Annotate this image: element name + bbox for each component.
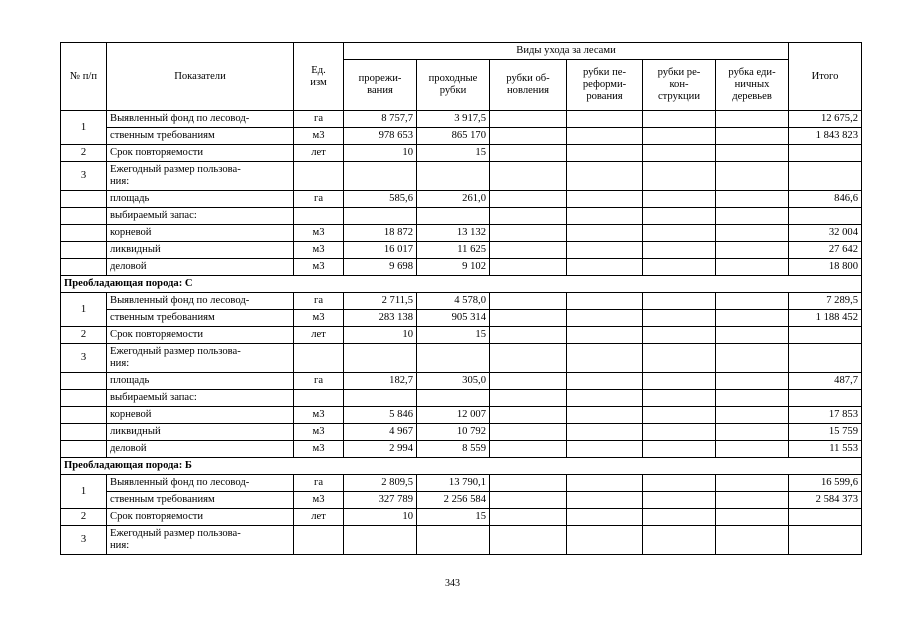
table-row bbox=[61, 327, 862, 344]
table-row bbox=[61, 225, 862, 242]
value-cell bbox=[716, 225, 789, 242]
row-number bbox=[61, 373, 107, 390]
row-unit: га bbox=[294, 191, 344, 208]
value-cell bbox=[490, 344, 567, 373]
row-unit: м3 bbox=[294, 492, 344, 509]
value-cell bbox=[716, 145, 789, 162]
row-number: 2 bbox=[61, 509, 107, 526]
row-number: 3 bbox=[61, 162, 107, 191]
value-cell: 2 256 584 bbox=[417, 492, 490, 509]
value-cell: 5 846 bbox=[344, 407, 417, 424]
row-unit: лет bbox=[294, 327, 344, 344]
value-cell: 11 625 bbox=[417, 242, 490, 259]
value-cell bbox=[716, 327, 789, 344]
value-cell bbox=[567, 441, 643, 458]
value-cell bbox=[716, 128, 789, 145]
row-number bbox=[61, 208, 107, 225]
value-cell bbox=[567, 242, 643, 259]
value-cell bbox=[643, 208, 716, 225]
value-cell: 585,6 bbox=[344, 191, 417, 208]
value-cell: 865 170 bbox=[417, 128, 490, 145]
value-cell bbox=[643, 509, 716, 526]
value-cell bbox=[643, 492, 716, 509]
header-col-1: прорежи- вания bbox=[344, 60, 417, 111]
row-unit: га bbox=[294, 475, 344, 492]
table-row bbox=[61, 145, 862, 162]
table-row bbox=[61, 208, 862, 225]
table-row bbox=[61, 407, 862, 424]
row-number bbox=[61, 424, 107, 441]
table-row bbox=[61, 128, 862, 145]
value-cell bbox=[716, 208, 789, 225]
value-cell bbox=[643, 424, 716, 441]
total-cell: 7 289,5 bbox=[789, 293, 862, 310]
value-cell bbox=[344, 526, 417, 555]
value-cell bbox=[344, 162, 417, 191]
value-cell bbox=[643, 293, 716, 310]
row-number bbox=[61, 407, 107, 424]
section-row bbox=[61, 458, 862, 475]
total-cell bbox=[789, 145, 862, 162]
value-cell bbox=[490, 310, 567, 327]
value-cell bbox=[567, 526, 643, 555]
value-cell bbox=[567, 128, 643, 145]
value-cell: 10 bbox=[344, 509, 417, 526]
table-row bbox=[61, 390, 862, 407]
value-cell bbox=[344, 344, 417, 373]
row-label: площадь bbox=[107, 191, 294, 208]
value-cell bbox=[417, 208, 490, 225]
header-col-3: рубки об- новления bbox=[490, 60, 567, 111]
row-label: Выявленный фонд по лесовод- bbox=[107, 293, 294, 310]
table-row bbox=[61, 242, 862, 259]
value-cell bbox=[643, 407, 716, 424]
row-number bbox=[61, 191, 107, 208]
value-cell bbox=[344, 208, 417, 225]
total-cell bbox=[789, 390, 862, 407]
total-cell bbox=[789, 344, 862, 373]
value-cell bbox=[643, 145, 716, 162]
total-cell: 15 759 bbox=[789, 424, 862, 441]
total-cell: 17 853 bbox=[789, 407, 862, 424]
page-number: 343 bbox=[445, 578, 460, 589]
header-col-5: рубки ре- кон- струкции bbox=[643, 60, 716, 111]
row-label: Ежегодный размер пользова- ния: bbox=[107, 344, 294, 373]
row-unit: м3 bbox=[294, 259, 344, 276]
value-cell bbox=[643, 111, 716, 128]
value-cell bbox=[716, 492, 789, 509]
row-unit: м3 bbox=[294, 441, 344, 458]
value-cell: 12 007 bbox=[417, 407, 490, 424]
header-col-4: рубки пе- реформи- рования bbox=[567, 60, 643, 111]
total-cell bbox=[789, 327, 862, 344]
value-cell bbox=[490, 225, 567, 242]
row-label: ственным требованиям bbox=[107, 492, 294, 509]
value-cell bbox=[567, 111, 643, 128]
value-cell bbox=[716, 407, 789, 424]
value-cell bbox=[490, 293, 567, 310]
row-number bbox=[61, 390, 107, 407]
section-row bbox=[61, 276, 862, 293]
value-cell bbox=[490, 327, 567, 344]
table-row bbox=[61, 441, 862, 458]
row-unit: лет bbox=[294, 509, 344, 526]
row-label: деловой bbox=[107, 259, 294, 276]
value-cell: 305,0 bbox=[417, 373, 490, 390]
row-label: ликвидный bbox=[107, 424, 294, 441]
value-cell bbox=[716, 373, 789, 390]
value-cell: 15 bbox=[417, 145, 490, 162]
table-row bbox=[61, 509, 862, 526]
value-cell bbox=[716, 344, 789, 373]
value-cell bbox=[716, 293, 789, 310]
value-cell: 4 578,0 bbox=[417, 293, 490, 310]
table-header bbox=[61, 43, 862, 111]
value-cell bbox=[490, 424, 567, 441]
value-cell bbox=[417, 162, 490, 191]
value-cell: 4 967 bbox=[344, 424, 417, 441]
total-cell: 2 584 373 bbox=[789, 492, 862, 509]
value-cell bbox=[567, 293, 643, 310]
value-cell bbox=[567, 145, 643, 162]
value-cell bbox=[643, 441, 716, 458]
value-cell: 10 bbox=[344, 327, 417, 344]
value-cell bbox=[490, 162, 567, 191]
value-cell bbox=[716, 191, 789, 208]
row-unit bbox=[294, 390, 344, 407]
row-label: Срок повторяемости bbox=[107, 145, 294, 162]
table-row bbox=[61, 310, 862, 327]
row-number: 1 bbox=[61, 475, 107, 509]
value-cell: 182,7 bbox=[344, 373, 417, 390]
value-cell bbox=[643, 526, 716, 555]
value-cell bbox=[490, 145, 567, 162]
table-row bbox=[61, 424, 862, 441]
value-cell bbox=[716, 441, 789, 458]
value-cell: 18 872 bbox=[344, 225, 417, 242]
total-cell: 12 675,2 bbox=[789, 111, 862, 128]
total-cell: 487,7 bbox=[789, 373, 862, 390]
row-number: 1 bbox=[61, 293, 107, 327]
value-cell bbox=[567, 327, 643, 344]
row-number: 1 bbox=[61, 111, 107, 145]
row-number: 3 bbox=[61, 344, 107, 373]
value-cell bbox=[716, 259, 789, 276]
value-cell: 3 917,5 bbox=[417, 111, 490, 128]
value-cell: 327 789 bbox=[344, 492, 417, 509]
table-row bbox=[61, 259, 862, 276]
row-label: Ежегодный размер пользова- ния: bbox=[107, 526, 294, 555]
value-cell bbox=[643, 373, 716, 390]
value-cell bbox=[417, 390, 490, 407]
value-cell bbox=[567, 475, 643, 492]
row-unit: м3 bbox=[294, 407, 344, 424]
table-row bbox=[61, 162, 862, 191]
value-cell bbox=[417, 526, 490, 555]
row-unit: м3 bbox=[294, 310, 344, 327]
row-label: Срок повторяемости bbox=[107, 509, 294, 526]
row-unit: лет bbox=[294, 145, 344, 162]
value-cell bbox=[716, 310, 789, 327]
table-row bbox=[61, 492, 862, 509]
row-number bbox=[61, 441, 107, 458]
row-label: Выявленный фонд по лесовод- bbox=[107, 111, 294, 128]
value-cell bbox=[567, 373, 643, 390]
row-number bbox=[61, 259, 107, 276]
table-row bbox=[61, 344, 862, 373]
value-cell bbox=[490, 526, 567, 555]
value-cell bbox=[643, 128, 716, 145]
value-cell: 283 138 bbox=[344, 310, 417, 327]
row-label: ственным требованиям bbox=[107, 128, 294, 145]
row-unit: м3 bbox=[294, 242, 344, 259]
forest-care-table bbox=[60, 42, 862, 555]
row-unit bbox=[294, 162, 344, 191]
value-cell: 978 653 bbox=[344, 128, 417, 145]
value-cell bbox=[567, 208, 643, 225]
total-cell: 11 553 bbox=[789, 441, 862, 458]
row-unit: м3 bbox=[294, 128, 344, 145]
value-cell bbox=[643, 390, 716, 407]
value-cell bbox=[643, 242, 716, 259]
total-cell: 16 599,6 bbox=[789, 475, 862, 492]
row-label: ственным требованиям bbox=[107, 310, 294, 327]
row-number: 2 bbox=[61, 327, 107, 344]
row-label: Выявленный фонд по лесовод- bbox=[107, 475, 294, 492]
table-row bbox=[61, 475, 862, 492]
header-group: Виды ухода за лесами bbox=[344, 43, 789, 60]
value-cell bbox=[490, 111, 567, 128]
value-cell bbox=[567, 407, 643, 424]
value-cell bbox=[716, 390, 789, 407]
value-cell: 15 bbox=[417, 509, 490, 526]
row-label: Срок повторяемости bbox=[107, 327, 294, 344]
value-cell bbox=[490, 373, 567, 390]
value-cell bbox=[567, 390, 643, 407]
value-cell bbox=[643, 162, 716, 191]
value-cell bbox=[716, 162, 789, 191]
header-num: № п/п bbox=[61, 43, 107, 111]
value-cell: 15 bbox=[417, 327, 490, 344]
row-label: выбираемый запас: bbox=[107, 208, 294, 225]
header-total: Итого bbox=[789, 43, 862, 111]
value-cell bbox=[490, 390, 567, 407]
total-cell: 846,6 bbox=[789, 191, 862, 208]
total-cell: 18 800 bbox=[789, 259, 862, 276]
value-cell: 261,0 bbox=[417, 191, 490, 208]
table-row bbox=[61, 111, 862, 128]
row-unit bbox=[294, 344, 344, 373]
value-cell: 8 757,7 bbox=[344, 111, 417, 128]
row-label: выбираемый запас: bbox=[107, 390, 294, 407]
value-cell bbox=[417, 344, 490, 373]
table-row bbox=[61, 191, 862, 208]
value-cell: 10 792 bbox=[417, 424, 490, 441]
value-cell bbox=[490, 191, 567, 208]
total-cell bbox=[789, 526, 862, 555]
value-cell bbox=[490, 259, 567, 276]
value-cell: 8 559 bbox=[417, 441, 490, 458]
value-cell bbox=[716, 424, 789, 441]
value-cell bbox=[567, 310, 643, 327]
value-cell bbox=[490, 492, 567, 509]
total-cell bbox=[789, 509, 862, 526]
value-cell: 2 711,5 bbox=[344, 293, 417, 310]
value-cell bbox=[490, 242, 567, 259]
row-unit bbox=[294, 526, 344, 555]
value-cell bbox=[490, 509, 567, 526]
value-cell bbox=[716, 475, 789, 492]
row-unit: га bbox=[294, 373, 344, 390]
value-cell bbox=[490, 128, 567, 145]
value-cell bbox=[490, 475, 567, 492]
value-cell bbox=[643, 191, 716, 208]
value-cell bbox=[567, 424, 643, 441]
value-cell: 13 132 bbox=[417, 225, 490, 242]
value-cell bbox=[643, 475, 716, 492]
value-cell bbox=[490, 407, 567, 424]
value-cell: 9 102 bbox=[417, 259, 490, 276]
row-unit: га bbox=[294, 293, 344, 310]
row-label: деловой bbox=[107, 441, 294, 458]
table-row bbox=[61, 526, 862, 555]
value-cell bbox=[716, 526, 789, 555]
value-cell bbox=[716, 111, 789, 128]
value-cell bbox=[643, 310, 716, 327]
value-cell bbox=[567, 259, 643, 276]
section-title: Преобладающая порода: С bbox=[61, 276, 862, 293]
total-cell: 32 004 bbox=[789, 225, 862, 242]
value-cell bbox=[716, 509, 789, 526]
value-cell: 16 017 bbox=[344, 242, 417, 259]
value-cell bbox=[643, 225, 716, 242]
value-cell bbox=[344, 390, 417, 407]
value-cell: 905 314 bbox=[417, 310, 490, 327]
value-cell bbox=[567, 492, 643, 509]
section-title: Преобладающая порода: Б bbox=[61, 458, 862, 475]
row-label: ликвидный bbox=[107, 242, 294, 259]
total-cell: 1 843 823 bbox=[789, 128, 862, 145]
row-number: 2 bbox=[61, 145, 107, 162]
value-cell bbox=[716, 242, 789, 259]
value-cell bbox=[567, 344, 643, 373]
row-label: корневой bbox=[107, 225, 294, 242]
value-cell bbox=[567, 162, 643, 191]
row-unit: м3 bbox=[294, 424, 344, 441]
value-cell bbox=[567, 191, 643, 208]
row-number: 3 bbox=[61, 526, 107, 555]
value-cell bbox=[643, 327, 716, 344]
value-cell bbox=[567, 509, 643, 526]
header-indicators: Показатели bbox=[107, 43, 294, 111]
value-cell: 2 809,5 bbox=[344, 475, 417, 492]
value-cell bbox=[643, 259, 716, 276]
total-cell: 27 642 bbox=[789, 242, 862, 259]
total-cell bbox=[789, 208, 862, 225]
value-cell: 2 994 bbox=[344, 441, 417, 458]
total-cell: 1 188 452 bbox=[789, 310, 862, 327]
table-row bbox=[61, 373, 862, 390]
total-cell bbox=[789, 162, 862, 191]
value-cell bbox=[490, 441, 567, 458]
value-cell: 9 698 bbox=[344, 259, 417, 276]
row-unit bbox=[294, 208, 344, 225]
row-number bbox=[61, 242, 107, 259]
row-unit: га bbox=[294, 111, 344, 128]
value-cell: 10 bbox=[344, 145, 417, 162]
header-unit: Ед. изм bbox=[294, 43, 344, 111]
value-cell: 13 790,1 bbox=[417, 475, 490, 492]
row-number bbox=[61, 225, 107, 242]
row-label: корневой bbox=[107, 407, 294, 424]
row-label: Ежегодный размер пользова- ния: bbox=[107, 162, 294, 191]
row-unit: м3 bbox=[294, 225, 344, 242]
value-cell bbox=[567, 225, 643, 242]
row-label: площадь bbox=[107, 373, 294, 390]
header-col-2: проходные рубки bbox=[417, 60, 490, 111]
value-cell bbox=[643, 344, 716, 373]
value-cell bbox=[490, 208, 567, 225]
table-row bbox=[61, 293, 862, 310]
header-col-6: рубка еди- ничных деревьев bbox=[716, 60, 789, 111]
